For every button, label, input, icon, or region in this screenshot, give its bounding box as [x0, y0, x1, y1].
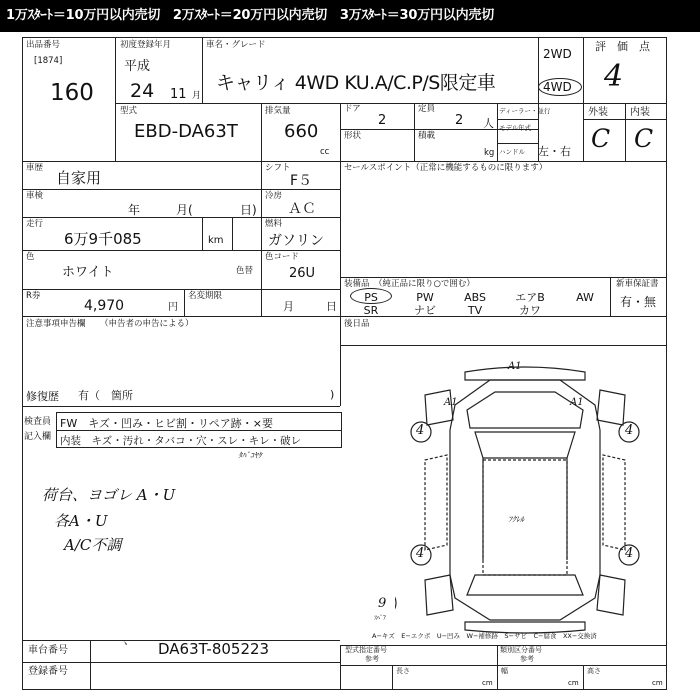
inspector-row-2: 内装 キズ・汚れ・タバコ・穴・スレ・キレ・破レ [60, 435, 302, 447]
lot-number: 160 [50, 80, 94, 106]
registration-month-unit: 月 [192, 91, 202, 101]
diagram-mark-right-front: A1 [570, 397, 584, 408]
grade-value: 4 [604, 59, 624, 94]
sales-point-label: セールスポイント（正常に機能するものに限ります） [344, 163, 548, 173]
form-width: 幅 [501, 667, 508, 675]
registration-label: 初度登録年月 [120, 40, 172, 50]
load-unit: kg [484, 148, 495, 158]
diagram-mark-front: A1 [508, 361, 522, 372]
warranty-value: 有・無 [620, 295, 657, 309]
displacement-value: 660 [284, 121, 319, 142]
diagram-legend: A−キズ E−エクボ U−凹み W−補修跡 S−サビ C−腐食 XX−交換済 [372, 632, 597, 640]
handwritten-note-1: 荷台、ヨゴレ A・U [42, 486, 176, 504]
shift-value: F５ [290, 173, 313, 189]
handle-value: 左・右 [538, 145, 571, 158]
model-value: EBD-DA63T [134, 121, 238, 142]
dealer-label: ディーラー・並行 [499, 107, 551, 115]
car-cab [475, 432, 575, 458]
form-height-cm: cm [652, 679, 663, 687]
form-class-label: 類別区分番号 [500, 646, 542, 654]
notes-sub: （申告者の申告による） [100, 319, 194, 329]
vehicle-type-label: 車歴 [26, 163, 44, 173]
cooling-value: ＡＣ [288, 201, 316, 217]
capacity-value: 2 [455, 113, 464, 128]
model-label: 型式 [120, 106, 138, 116]
diagram-mark-wheel-fl: 4 [416, 423, 425, 438]
interior-value: C [634, 124, 654, 153]
lot-label: 出品番号 [26, 40, 61, 50]
banner-text: 1万ｽﾀｰﾄ＝10万円以内売切 2万ｽﾀｰﾄ＝20万円以内売切 3万ｽﾀｰﾄ＝30万円以内売切 [6, 8, 495, 23]
recycle-unit: 円 [168, 302, 178, 313]
color-change-label: 色替 [236, 266, 254, 276]
car-hood [467, 392, 583, 428]
chassis-tick: ヽ [120, 639, 130, 650]
exterior-value: C [591, 124, 611, 153]
interior-label: 内装 [630, 107, 650, 118]
color-value: ホワイト [62, 265, 114, 280]
repair-close-paren: ) [330, 388, 335, 401]
diagram-mark-wheel-rr: 4 [625, 546, 634, 561]
capacity-unit: 人 [483, 117, 494, 130]
recycle-label: R券 [26, 291, 41, 301]
diagram-mark-left-front: A1 [444, 397, 458, 408]
car-diagram [395, 360, 655, 635]
equip-navi: ナビ [414, 304, 436, 317]
model-year-label: モデル年式 [499, 124, 532, 132]
shape-label: 形状 [344, 131, 362, 141]
name-change-month: 月 [283, 300, 294, 313]
equip-aw: AW [576, 291, 594, 304]
mileage-label: 走行 [26, 219, 44, 229]
color-code-label: 色コード [265, 252, 300, 262]
equip-airbag: エアB [515, 291, 545, 304]
exterior-label: 外装 [588, 107, 608, 118]
reg-number-label: 登録番号 [28, 666, 68, 677]
equip-tv: TV [467, 304, 483, 317]
name-label: 車名・グレード [206, 40, 266, 50]
inspection-label: 車検 [26, 191, 44, 201]
recycle-value: 4,970 [84, 298, 125, 314]
form-length: 長さ [396, 667, 410, 675]
capacity-label: 定員 [418, 104, 436, 114]
handle-label: ハンドル [499, 148, 525, 156]
equip-ps: PS [364, 291, 378, 304]
lot-sub: [1874] [34, 56, 63, 66]
color-label: 色 [26, 252, 35, 262]
displacement-label: 排気量 [265, 106, 291, 116]
fuel-value: ガソリン [268, 233, 324, 249]
handwritten-note-2: 各A・U [54, 512, 108, 530]
chassis-value: DA63T-805223 [158, 640, 270, 658]
drive-2wd: 2WD [543, 47, 572, 61]
diagram-mark-wheel-fr: 4 [625, 423, 634, 438]
diagram-mark-wheel-rl: 4 [416, 546, 425, 561]
diagram-spare-label: ｽﾍﾟｱ [374, 615, 387, 622]
rear-seat-label: 後日品 [344, 319, 370, 329]
inspection-day: 日) [240, 203, 257, 217]
inspection-year: 年 [128, 203, 141, 217]
doors-label: ドア [344, 104, 361, 114]
name-change-day: 日 [326, 300, 337, 313]
chassis-label: 車台番号 [28, 645, 68, 656]
inspector-row-1: FW キズ・凹み・ヒビ割・リペア跡・×要 [60, 417, 273, 430]
repair-label: 修復歴 [26, 390, 59, 403]
equip-pw: PW [416, 291, 434, 304]
cooling-label: 冷房 [265, 191, 283, 201]
shift-label: シフト [265, 163, 291, 173]
repair-value: 有（ 箇所 [78, 389, 133, 402]
load-label: 積載 [418, 131, 436, 141]
car-name-grade: キャリィ 4WD KU.A/C.P/S限定車 [216, 72, 496, 94]
car-body-outline [450, 380, 600, 620]
displacement-unit: cc [320, 147, 330, 157]
inspector-label-2: 記入欄 [24, 432, 52, 442]
form-model-label: 型式指定番号 [345, 646, 387, 654]
equipment-label: 装備品 [344, 279, 370, 289]
form-length-cm: cm [482, 679, 493, 687]
mileage-value: 6万9千085 [64, 230, 142, 248]
inspector-scribble: ﾀﾊﾞｺﾔｹ [238, 451, 262, 460]
form-class-sub: 参考 [520, 655, 534, 663]
equip-ps-circle [350, 288, 392, 304]
inspector-label-1: 検査員 [24, 417, 52, 427]
doors-value: 2 [378, 113, 387, 128]
diagram-mark-spare: 9 [378, 596, 387, 611]
car-bed [483, 460, 567, 575]
handwritten-note-3: A/C不調 [64, 536, 122, 554]
grade-label: 評 価 点 [595, 40, 650, 53]
color-code-value: 26U [289, 266, 316, 281]
equip-leather: カワ [519, 304, 541, 317]
notes-label: 注意事項申告欄 [26, 319, 86, 329]
drive-4wd: 4WD [543, 80, 572, 94]
equipment-sub: （純正品に限り○で囲む） [374, 279, 475, 289]
name-change-label: 名変期限 [188, 291, 223, 301]
spare-tire [395, 590, 396, 616]
registration-year: 24 [130, 80, 155, 102]
equip-sr: SR [363, 304, 379, 317]
registration-month: 11 [170, 87, 187, 102]
inspection-month: 月( [176, 203, 193, 217]
warranty-label: 新車保証書 [616, 279, 659, 289]
form-model-sub: 参考 [365, 655, 379, 663]
fuel-label: 燃料 [265, 219, 283, 229]
diagram-note: ﾌｸﾚﾙ [508, 515, 524, 524]
equip-abs: ABS [464, 291, 486, 304]
mileage-unit: km [208, 235, 224, 246]
form-height: 高さ [587, 667, 601, 675]
registration-era: 平成 [124, 59, 151, 74]
form-width-cm: cm [568, 679, 579, 687]
vehicle-type-value: 自家用 [56, 169, 102, 187]
